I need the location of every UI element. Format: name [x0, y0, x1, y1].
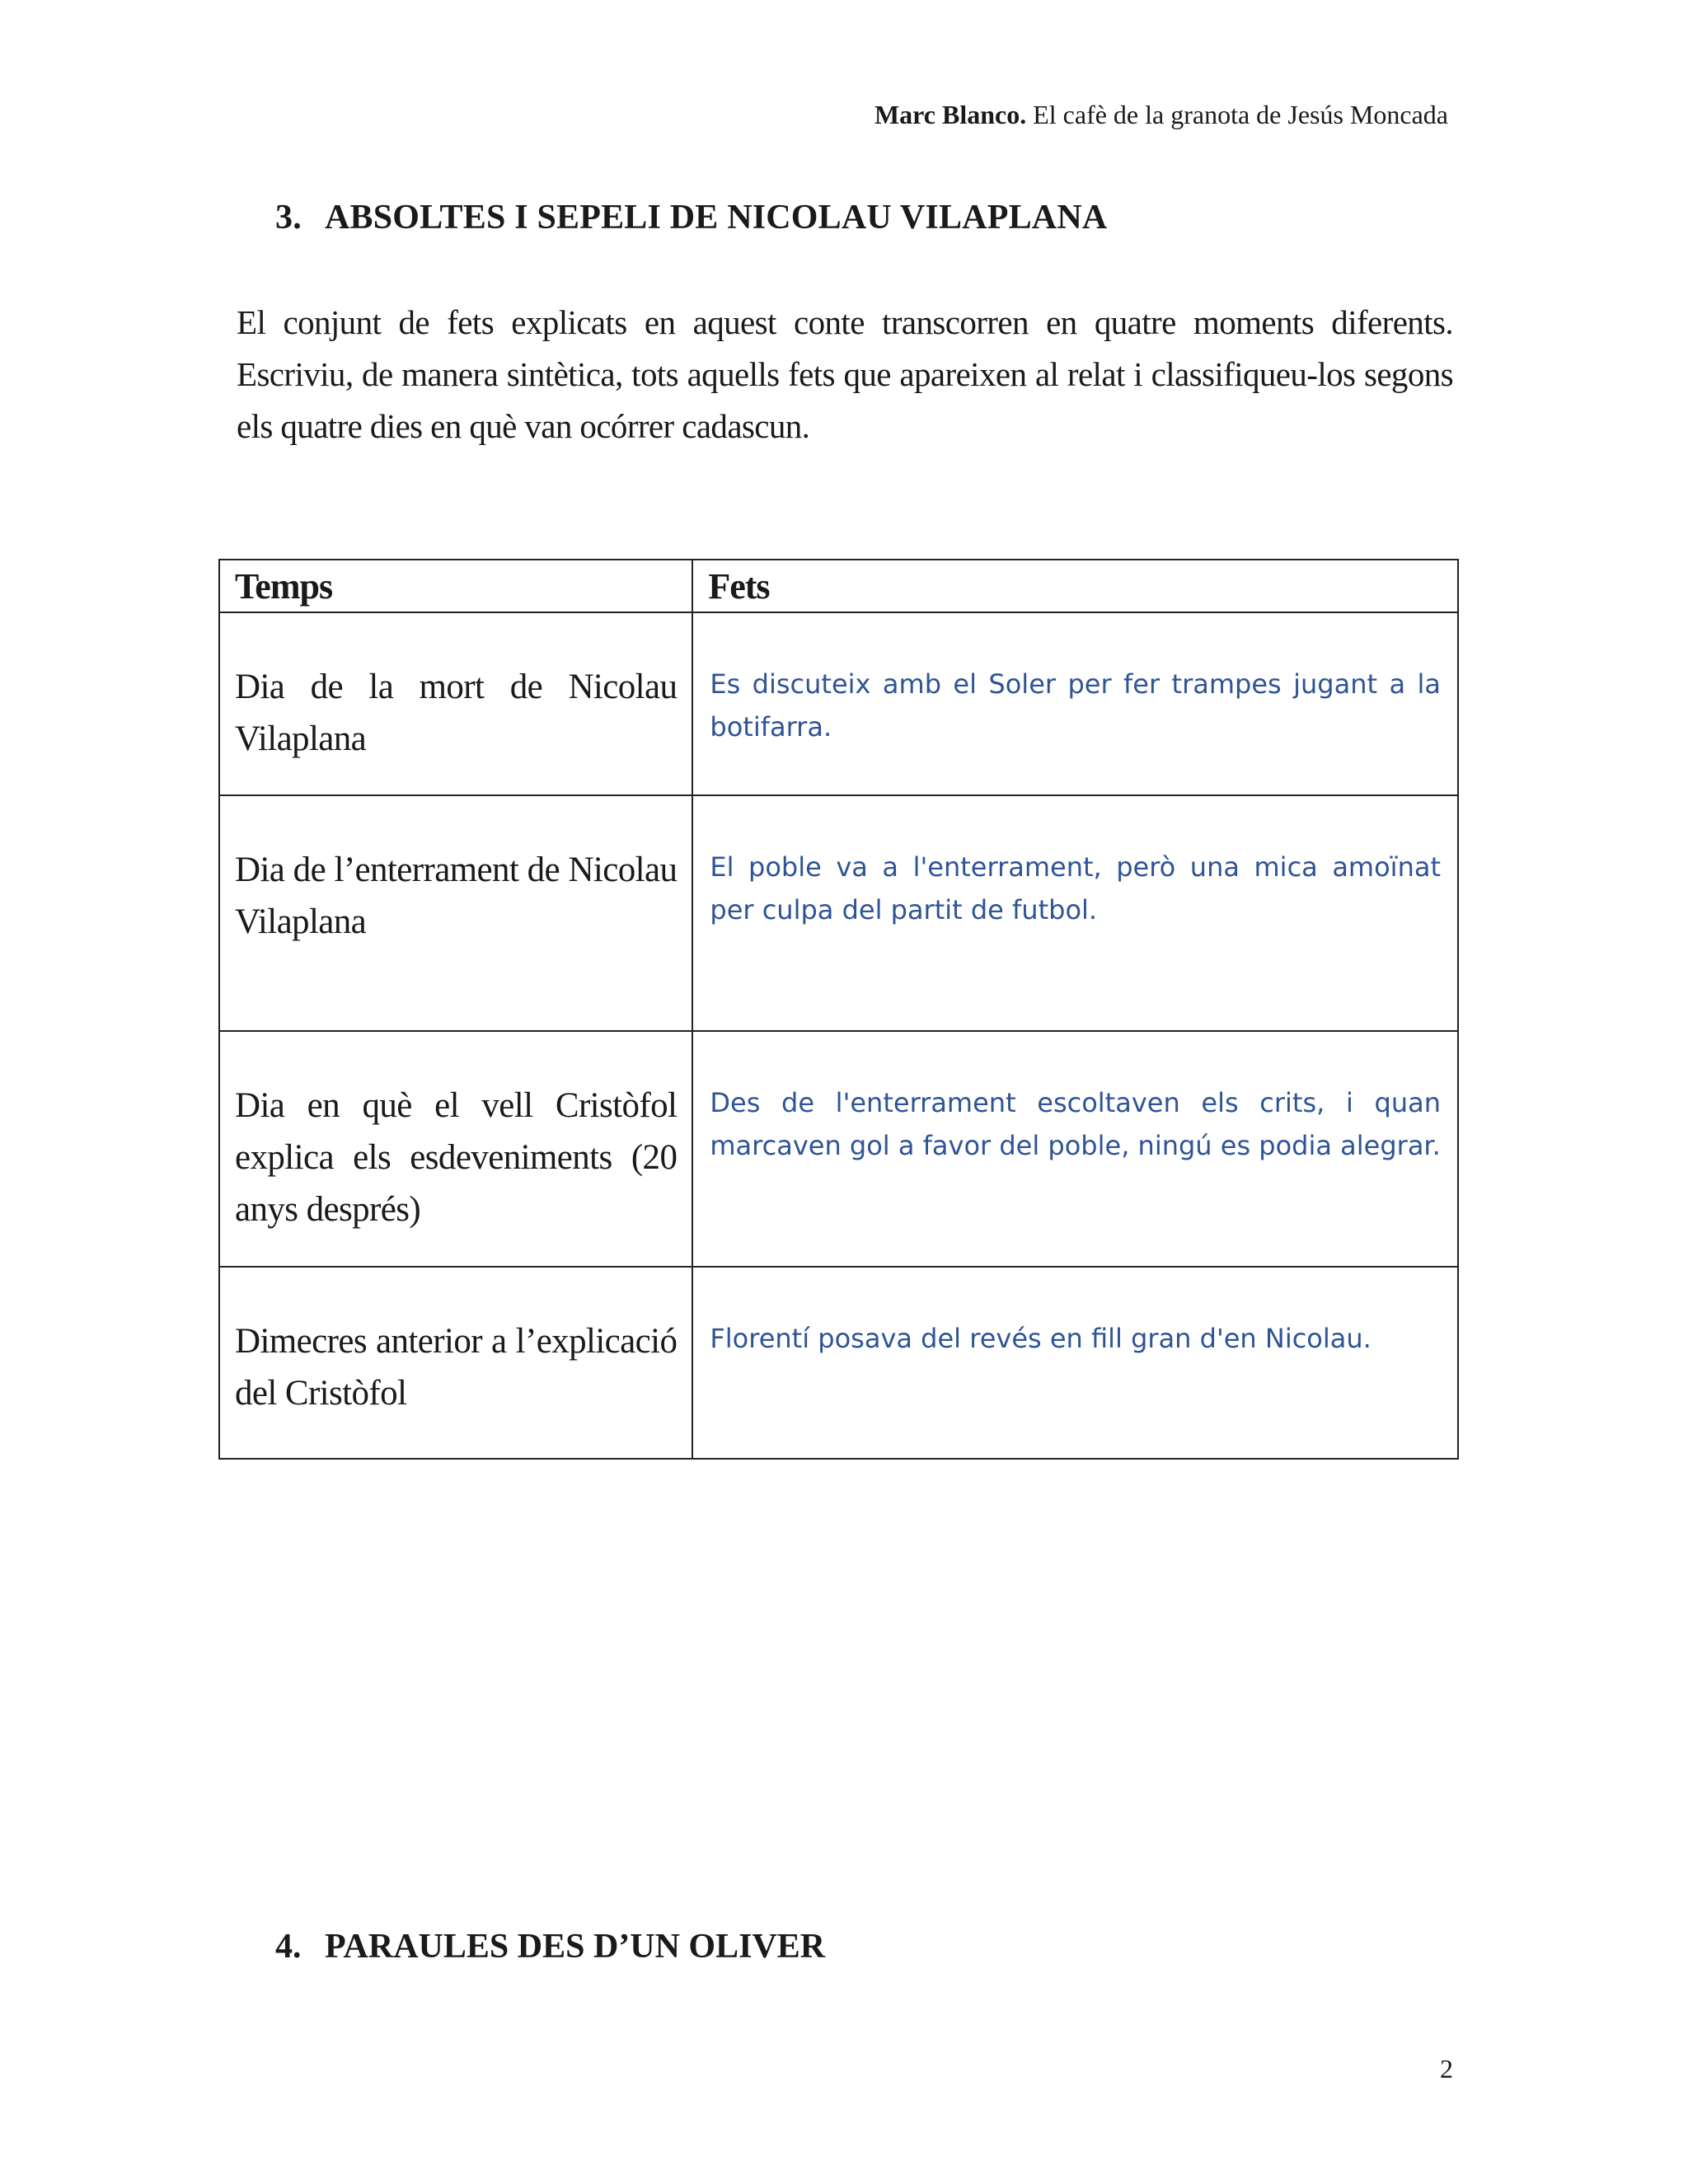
fets-cell: Florentí posava del revés en fill gran d'en Nicolau.: [692, 1267, 1458, 1459]
temps-cell: Dimecres anterior a l’explicació del Cristòfol: [219, 1267, 692, 1459]
section-4-number: 4.: [275, 1928, 302, 1966]
table-row: [219, 1031, 1458, 1267]
temps-cell: Dia de la mort de Nicolau Vilaplana: [219, 612, 692, 795]
table-row: [219, 1267, 1458, 1459]
column-header-temps: Temps: [219, 560, 692, 612]
page-header: [874, 100, 1448, 130]
temps-cell: Dia en què el vell Cristòfol explica els esdeveniments (20 anys després): [219, 1031, 692, 1267]
temps-cell: Dia de l’enterrament de Nicolau Vilaplana: [219, 795, 692, 1031]
page-number: 2: [1440, 2054, 1453, 2083]
section-3-number: 3.: [275, 199, 302, 237]
header-title: El cafè de la granota de Jesús Moncada: [1026, 100, 1448, 129]
table-row: [219, 612, 1458, 795]
fets-cell: El poble va a l'enterrament, però una mica amoïnat per culpa del partit de futbol.: [692, 795, 1458, 1031]
section-4-title: PARAULES DES D’UN OLIVER: [325, 1928, 826, 1966]
column-header-fets: Fets: [692, 560, 1458, 612]
facts-table: [218, 559, 1459, 1460]
table-row: [219, 795, 1458, 1031]
section-3-heading: [275, 198, 1107, 237]
fets-cell: Es discuteix amb el Soler per fer trampes jugant a la botifarra.: [692, 612, 1458, 795]
table-header-row: [219, 560, 1458, 612]
fets-cell: Des de l'enterrament escoltaven els crits, i quan marcaven gol a favor del poble, ningú es podia alegrar.: [692, 1031, 1458, 1267]
intro-paragraph: El conjunt de fets explicats en aquest conte transcorren en quatre moments diferents. Escriviu, de manera sintètica, tots aquells fets que apareixen al relat i classifiqueu-los segons els quatre dies en què van ocórrer cadascun.: [237, 303, 1453, 445]
header-author: Marc Blanco.: [874, 100, 1027, 129]
section-4-heading: [275, 1927, 825, 1966]
section-3-title: ABSOLTES I SEPELI DE NICOLAU VILAPLANA: [325, 199, 1108, 237]
